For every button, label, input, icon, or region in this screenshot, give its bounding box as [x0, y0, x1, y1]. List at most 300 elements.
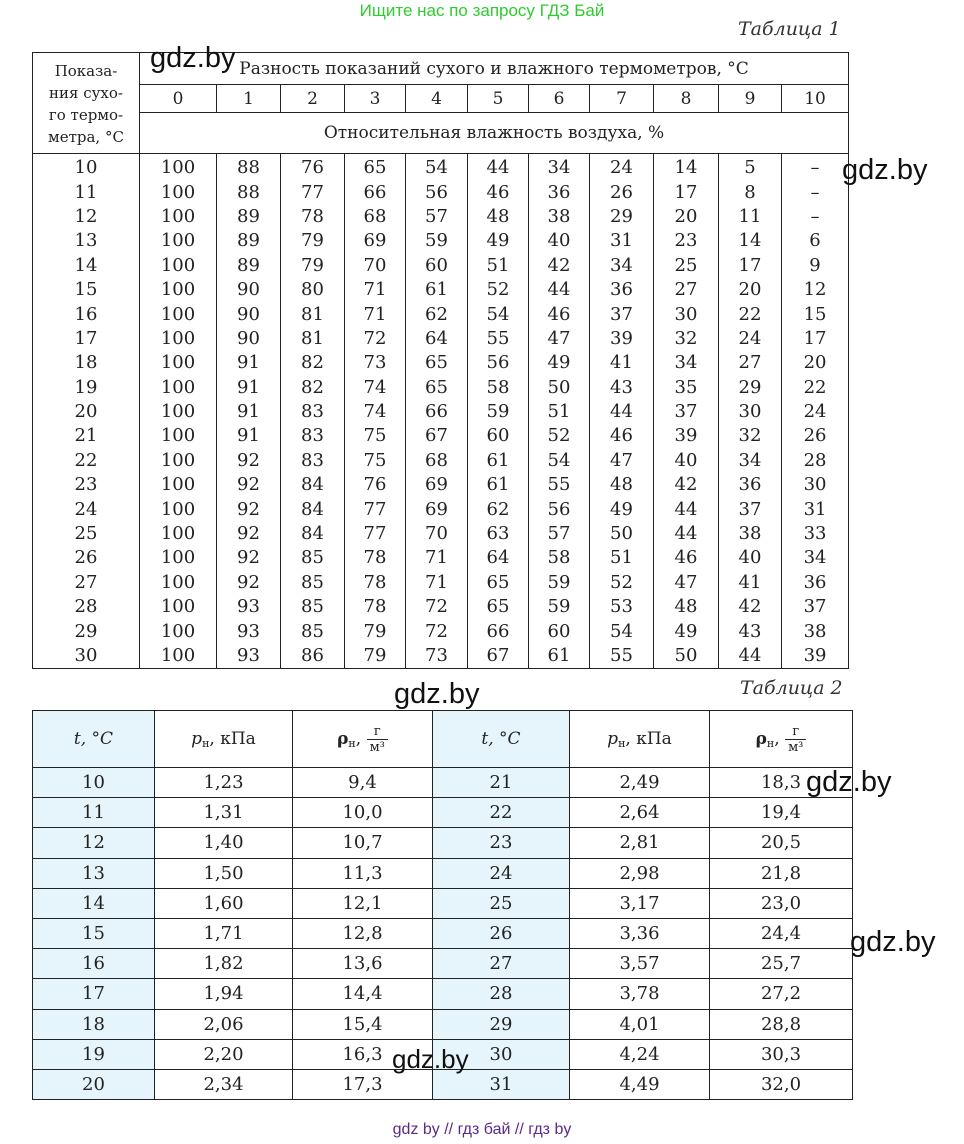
- humidity-cell: 75: [345, 449, 406, 473]
- pressure-cell: 4,49: [570, 1069, 710, 1099]
- table-row: [33, 522, 849, 546]
- watermark: gdz.by: [394, 678, 480, 710]
- dry-temperature-cell: 20: [33, 400, 140, 424]
- humidity-cell: 91: [217, 400, 281, 424]
- humidity-cell: 27: [654, 278, 719, 302]
- humidity-cell: 24: [782, 400, 849, 424]
- table-row: [33, 918, 853, 948]
- temperature-cell: 26: [433, 918, 570, 948]
- density-cell: 27,2: [710, 979, 853, 1009]
- density-symbol-right: ρ: [755, 728, 767, 749]
- humidity-cell: 79: [281, 254, 345, 278]
- pressure-header-left: [155, 711, 293, 768]
- table1-caption: Таблица 1: [738, 18, 841, 40]
- humidity-cell: 100: [140, 644, 217, 669]
- humidity-cell: 42: [654, 473, 719, 497]
- temperature-cell: 17: [33, 979, 155, 1009]
- humidity-cell: 29: [719, 376, 782, 400]
- pressure-cell: 3,17: [570, 888, 710, 918]
- humidity-cell: 61: [468, 449, 529, 473]
- humidity-cell: 46: [654, 546, 719, 570]
- humidity-cell: 61: [529, 644, 590, 669]
- humidity-cell: 34: [782, 546, 849, 570]
- humidity-cell: 100: [140, 497, 217, 521]
- temperature-cell: 21: [433, 768, 570, 798]
- humidity-cell: 69: [406, 473, 468, 497]
- humidity-cell: 5: [719, 154, 782, 181]
- humidity-cell: 48: [468, 205, 529, 229]
- humidity-cell: 9: [782, 254, 849, 278]
- humidity-cell: 56: [529, 497, 590, 521]
- humidity-cell: 22: [719, 302, 782, 326]
- table-row: [33, 449, 849, 473]
- humidity-cell: 50: [590, 522, 654, 546]
- humidity-cell: 100: [140, 180, 217, 204]
- humidity-cell: 27: [719, 351, 782, 375]
- pressure-cell: 4,01: [570, 1009, 710, 1039]
- table-row: [33, 1009, 853, 1039]
- humidity-cell: 100: [140, 473, 217, 497]
- pressure-cell: 1,40: [155, 828, 293, 858]
- humidity-cell: 58: [468, 376, 529, 400]
- humidity-cell: 54: [468, 302, 529, 326]
- humidity-cell: 8: [719, 180, 782, 204]
- humidity-cell: 35: [654, 376, 719, 400]
- humidity-cell: 92: [217, 449, 281, 473]
- density-cell: 20,5: [710, 828, 853, 858]
- humidity-cell: 100: [140, 205, 217, 229]
- humidity-cell: 89: [217, 229, 281, 253]
- humidity-cell: 74: [345, 376, 406, 400]
- density-cell: 28,8: [710, 1009, 853, 1039]
- humidity-cell: –: [782, 154, 849, 181]
- humidity-cell: 91: [217, 376, 281, 400]
- dry-thermometer-header: [33, 53, 140, 154]
- humidity-cell: 100: [140, 571, 217, 595]
- humidity-cell: 93: [217, 644, 281, 669]
- humidity-cell: 100: [140, 449, 217, 473]
- table-row: [33, 497, 849, 521]
- humidity-cell: 85: [281, 595, 345, 619]
- humidity-cell: 38: [782, 619, 849, 643]
- humidity-cell: 14: [719, 229, 782, 253]
- dry-temperature-cell: 29: [33, 619, 140, 643]
- density-unit-fraction-right: [785, 724, 806, 755]
- humidity-cell: 54: [590, 619, 654, 643]
- watermark: gdz.by: [806, 766, 892, 798]
- footer-links[interactable]: gdz by // гдз бай // гдз by: [392, 1121, 572, 1138]
- dry-temperature-cell: 26: [33, 546, 140, 570]
- humidity-cell: 100: [140, 302, 217, 326]
- pressure-cell: 2,49: [570, 768, 710, 798]
- density-cell: 23,0: [710, 888, 853, 918]
- temperature-cell: 12: [33, 828, 155, 858]
- dry-temperature-cell: 15: [33, 278, 140, 302]
- humidity-cell: 100: [140, 595, 217, 619]
- humidity-cell: 60: [468, 424, 529, 448]
- humidity-cell: 84: [281, 522, 345, 546]
- humidity-cell: 73: [406, 644, 468, 669]
- humidity-cell: 49: [654, 619, 719, 643]
- humidity-cell: 44: [719, 644, 782, 669]
- density-unit-den-right: м³: [788, 739, 804, 755]
- humidity-cell: 72: [406, 619, 468, 643]
- humidity-cell: 22: [782, 376, 849, 400]
- density-cell: 11,3: [293, 858, 433, 888]
- humidity-cell: 34: [719, 449, 782, 473]
- temperature-cell: 19: [33, 1039, 155, 1069]
- humidity-cell: 76: [345, 473, 406, 497]
- humidity-cell: 34: [590, 254, 654, 278]
- pressure-cell: 3,36: [570, 918, 710, 948]
- temperature-cell: 18: [33, 1009, 155, 1039]
- humidity-cell: 59: [529, 595, 590, 619]
- humidity-cell: 57: [529, 522, 590, 546]
- humidity-cell: 65: [406, 376, 468, 400]
- difference-values-row: [33, 85, 849, 113]
- humidity-cell: 62: [406, 302, 468, 326]
- humidity-cell: 61: [406, 278, 468, 302]
- table-row: [33, 424, 849, 448]
- dry-temperature-cell: 24: [33, 497, 140, 521]
- pressure-unit-right: , кПа: [625, 728, 672, 749]
- watermark: gdz.by: [150, 42, 236, 74]
- humidity-cell: 66: [406, 400, 468, 424]
- saturated-vapor-table: [32, 710, 853, 1100]
- humidity-cell: 26: [782, 424, 849, 448]
- pressure-symbol-right: p: [607, 728, 619, 749]
- dry-temperature-cell: 19: [33, 376, 140, 400]
- humidity-cell: 25: [654, 254, 719, 278]
- table-row: [33, 205, 849, 229]
- density-cell: 10,7: [293, 828, 433, 858]
- humidity-cell: 93: [217, 595, 281, 619]
- pressure-cell: 1,60: [155, 888, 293, 918]
- humidity-cell: 63: [468, 522, 529, 546]
- difference-value: 0: [140, 85, 217, 113]
- humidity-cell: 85: [281, 619, 345, 643]
- humidity-cell: 44: [654, 522, 719, 546]
- humidity-cell: 46: [590, 424, 654, 448]
- pressure-sub-right: н: [618, 736, 626, 750]
- top-banner[interactable]: Ищите нас по запросу ГДЗ Бай: [359, 1, 605, 20]
- density-cell: 15,4: [293, 1009, 433, 1039]
- dry-temperature-cell: 18: [33, 351, 140, 375]
- humidity-table: [32, 52, 849, 669]
- pressure-cell: 2,64: [570, 798, 710, 828]
- humidity-cell: 51: [468, 254, 529, 278]
- humidity-cell: 69: [406, 497, 468, 521]
- table-row: [33, 979, 853, 1009]
- humidity-cell: 71: [406, 571, 468, 595]
- humidity-cell: 48: [590, 473, 654, 497]
- density-cell: 12,1: [293, 888, 433, 918]
- humidity-cell: 66: [468, 619, 529, 643]
- table-row: [33, 278, 849, 302]
- humidity-cell: 24: [719, 327, 782, 351]
- humidity-cell: 12: [782, 278, 849, 302]
- pressure-cell: 1,50: [155, 858, 293, 888]
- humidity-cell: –: [782, 180, 849, 204]
- temperature-header-right-text: t, °С: [481, 729, 521, 749]
- humidity-cell: 100: [140, 619, 217, 643]
- humidity-cell: 91: [217, 351, 281, 375]
- humidity-cell: 41: [590, 351, 654, 375]
- humidity-cell: 77: [345, 497, 406, 521]
- relative-humidity-header: Относительная влажность воздуха, %: [140, 113, 849, 154]
- humidity-cell: 39: [590, 327, 654, 351]
- humidity-cell: 61: [468, 473, 529, 497]
- table-row: [33, 229, 849, 253]
- humidity-cell: 52: [590, 571, 654, 595]
- humidity-cell: 100: [140, 400, 217, 424]
- humidity-cell: 78: [345, 595, 406, 619]
- dry-temperature-cell: 25: [33, 522, 140, 546]
- humidity-cell: 64: [468, 546, 529, 570]
- humidity-cell: 84: [281, 473, 345, 497]
- humidity-cell: 73: [345, 351, 406, 375]
- difference-value: 7: [590, 85, 654, 113]
- humidity-cell: 78: [345, 546, 406, 570]
- humidity-cell: 46: [468, 180, 529, 204]
- humidity-cell: 20: [719, 278, 782, 302]
- dry-temperature-cell: 11: [33, 180, 140, 204]
- density-cell: 18,3: [710, 768, 853, 798]
- difference-value: 2: [281, 85, 345, 113]
- humidity-cell: 36: [590, 278, 654, 302]
- temperature-cell: 13: [33, 858, 155, 888]
- humidity-cell: 38: [529, 205, 590, 229]
- humidity-cell: 17: [654, 180, 719, 204]
- temperature-header-left: [33, 711, 155, 768]
- humidity-cell: 47: [529, 327, 590, 351]
- humidity-cell: 54: [406, 154, 468, 181]
- humidity-cell: 71: [345, 278, 406, 302]
- density-cell: 14,4: [293, 979, 433, 1009]
- humidity-cell: 37: [654, 400, 719, 424]
- temperature-cell: 16: [33, 949, 155, 979]
- difference-value: 5: [468, 85, 529, 113]
- pressure-unit-left: , кПа: [209, 728, 256, 749]
- humidity-cell: 75: [345, 424, 406, 448]
- humidity-cell: 23: [654, 229, 719, 253]
- temperature-cell: 20: [33, 1069, 155, 1099]
- humidity-cell: 40: [654, 449, 719, 473]
- pressure-symbol-left: p: [191, 728, 203, 749]
- humidity-cell: 47: [590, 449, 654, 473]
- humidity-cell: 24: [590, 154, 654, 181]
- humidity-cell: 51: [529, 400, 590, 424]
- humidity-cell: 60: [529, 619, 590, 643]
- pressure-cell: 2,81: [570, 828, 710, 858]
- humidity-cell: 64: [406, 327, 468, 351]
- humidity-cell: 34: [654, 351, 719, 375]
- humidity-cell: 26: [590, 180, 654, 204]
- dry-temperature-cell: 27: [33, 571, 140, 595]
- humidity-cell: 57: [406, 205, 468, 229]
- humidity-cell: 68: [345, 205, 406, 229]
- density-cell: 24,4: [710, 918, 853, 948]
- table-row: [33, 302, 849, 326]
- humidity-cell: 89: [217, 254, 281, 278]
- humidity-cell: 76: [281, 154, 345, 181]
- humidity-cell: 71: [406, 546, 468, 570]
- humidity-cell: 66: [345, 180, 406, 204]
- humidity-cell: 100: [140, 278, 217, 302]
- humidity-cell: 65: [345, 154, 406, 181]
- humidity-cell: 37: [719, 497, 782, 521]
- temperature-cell: 31: [433, 1069, 570, 1099]
- humidity-cell: 100: [140, 327, 217, 351]
- humidity-cell: 78: [281, 205, 345, 229]
- humidity-cell: 20: [782, 351, 849, 375]
- humidity-cell: 36: [529, 180, 590, 204]
- humidity-cell: 49: [590, 497, 654, 521]
- humidity-cell: 65: [468, 595, 529, 619]
- humidity-cell: 70: [406, 522, 468, 546]
- pressure-cell: 1,71: [155, 918, 293, 948]
- humidity-cell: 100: [140, 522, 217, 546]
- humidity-cell: 49: [529, 351, 590, 375]
- humidity-cell: 62: [468, 497, 529, 521]
- humidity-cell: 92: [217, 497, 281, 521]
- temperature-cell: 15: [33, 918, 155, 948]
- humidity-cell: 72: [406, 595, 468, 619]
- humidity-cell: 100: [140, 424, 217, 448]
- humidity-cell: 79: [281, 229, 345, 253]
- humidity-cell: 70: [345, 254, 406, 278]
- humidity-cell: 56: [406, 180, 468, 204]
- humidity-cell: 69: [345, 229, 406, 253]
- dry-temperature-cell: 14: [33, 254, 140, 278]
- table-row: [33, 644, 849, 669]
- humidity-cell: 84: [281, 497, 345, 521]
- table-row: [33, 858, 853, 888]
- temperature-cell: 25: [433, 888, 570, 918]
- pressure-cell: 1,23: [155, 768, 293, 798]
- humidity-cell: 67: [406, 424, 468, 448]
- humidity-cell: 33: [782, 522, 849, 546]
- dry-thermometer-header-text: Показа- ния сухо- го термо- метра, °С: [48, 62, 124, 146]
- humidity-cell: 58: [529, 546, 590, 570]
- humidity-cell: 42: [719, 595, 782, 619]
- difference-value: 10: [782, 85, 849, 113]
- humidity-cell: 39: [782, 644, 849, 669]
- humidity-cell: 80: [281, 278, 345, 302]
- humidity-cell: 37: [782, 595, 849, 619]
- humidity-cell: 40: [719, 546, 782, 570]
- table-row: [33, 798, 853, 828]
- watermark: gdz.by: [850, 926, 936, 958]
- dry-temperature-cell: 10: [33, 154, 140, 181]
- humidity-cell: 92: [217, 522, 281, 546]
- humidity-cell: 43: [590, 376, 654, 400]
- humidity-cell: 30: [719, 400, 782, 424]
- table-row: [33, 180, 849, 204]
- humidity-cell: 78: [345, 571, 406, 595]
- humidity-cell: 29: [590, 205, 654, 229]
- humidity-cell: 92: [217, 571, 281, 595]
- humidity-cell: 50: [529, 376, 590, 400]
- pressure-cell: 2,98: [570, 858, 710, 888]
- table-row: [33, 154, 849, 181]
- density-symbol-left: ρ: [337, 728, 349, 749]
- pressure-cell: 1,31: [155, 798, 293, 828]
- humidity-cell: 92: [217, 546, 281, 570]
- humidity-cell: 92: [217, 473, 281, 497]
- humidity-cell: 72: [345, 327, 406, 351]
- table-row: [33, 828, 853, 858]
- humidity-cell: 28: [782, 449, 849, 473]
- humidity-cell: 40: [529, 229, 590, 253]
- table2-caption: Таблица 2: [740, 677, 843, 699]
- temperature-header-right: [433, 711, 570, 768]
- difference-value: 9: [719, 85, 782, 113]
- density-cell: 25,7: [710, 949, 853, 979]
- humidity-cell: 93: [217, 619, 281, 643]
- humidity-cell: 59: [529, 571, 590, 595]
- humidity-cell: 51: [590, 546, 654, 570]
- humidity-cell: 100: [140, 546, 217, 570]
- humidity-cell: 31: [782, 497, 849, 521]
- table-row: [33, 351, 849, 375]
- humidity-cell: 100: [140, 376, 217, 400]
- humidity-cell: 77: [345, 522, 406, 546]
- pressure-header-right: [570, 711, 710, 768]
- density-sub-right: н: [766, 736, 775, 750]
- dry-temperature-cell: 13: [33, 229, 140, 253]
- humidity-cell: 85: [281, 571, 345, 595]
- temperature-cell: 29: [433, 1009, 570, 1039]
- humidity-cell: 83: [281, 424, 345, 448]
- difference-value: 8: [654, 85, 719, 113]
- humidity-cell: 39: [654, 424, 719, 448]
- humidity-cell: 44: [590, 400, 654, 424]
- humidity-cell: 30: [782, 473, 849, 497]
- humidity-cell: 43: [719, 619, 782, 643]
- humidity-cell: 49: [468, 229, 529, 253]
- humidity-cell: 36: [719, 473, 782, 497]
- humidity-cell: 44: [468, 154, 529, 181]
- humidity-cell: –: [782, 205, 849, 229]
- pressure-cell: 2,20: [155, 1039, 293, 1069]
- dry-temperature-cell: 17: [33, 327, 140, 351]
- temperature-cell: 27: [433, 949, 570, 979]
- pressure-cell: 1,94: [155, 979, 293, 1009]
- humidity-cell: 89: [217, 205, 281, 229]
- table-row: [33, 571, 849, 595]
- density-header-right: $\rho_н$, $\frac{г}{\text{м³}}$: [710, 711, 853, 768]
- temperature-cell: 30: [433, 1039, 570, 1069]
- density-cell: 10,0: [293, 798, 433, 828]
- humidity-cell: 31: [590, 229, 654, 253]
- humidity-cell: 32: [719, 424, 782, 448]
- pressure-cell: 3,57: [570, 949, 710, 979]
- density-unit-num-left: г: [367, 724, 388, 740]
- humidity-cell: 53: [590, 595, 654, 619]
- humidity-cell: 34: [529, 154, 590, 181]
- density-cell: 19,4: [710, 798, 853, 828]
- watermark: gdz.by: [842, 154, 928, 186]
- humidity-cell: 60: [406, 254, 468, 278]
- density-cell: 30,3: [710, 1039, 853, 1069]
- temperature-cell: 28: [433, 979, 570, 1009]
- humidity-cell: 82: [281, 351, 345, 375]
- humidity-cell: 68: [406, 449, 468, 473]
- density-cell: 12,8: [293, 918, 433, 948]
- humidity-table-body: [33, 154, 849, 669]
- density-header-left: $\rho_н$, $\frac{г}{\text{м³}}$: [293, 711, 433, 768]
